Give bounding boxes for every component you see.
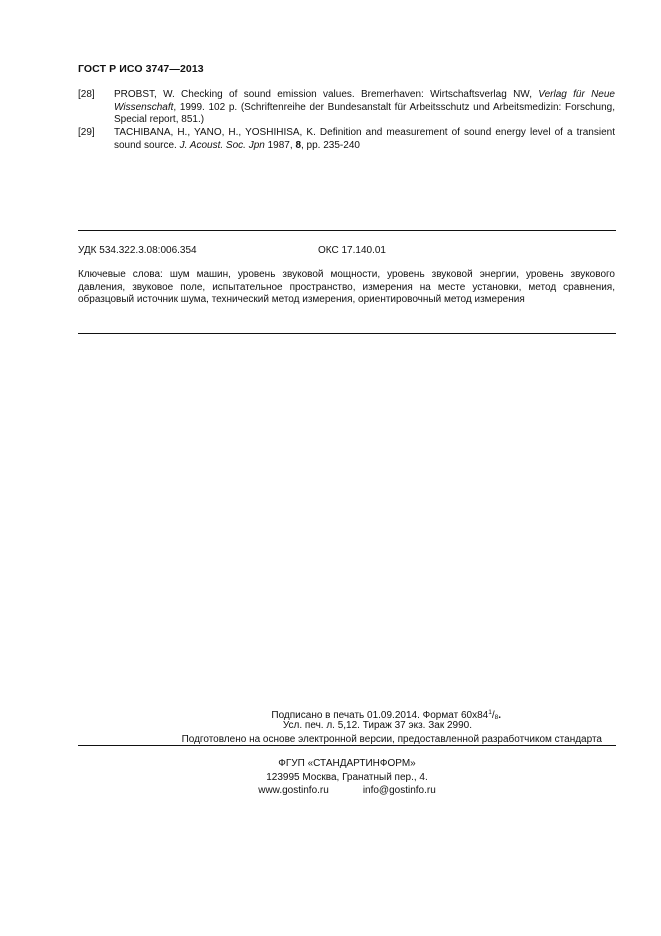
oks-code: ОКС 17.140.01 xyxy=(318,245,386,256)
publisher-email: info@gostinfo.ru xyxy=(362,785,436,796)
reference-entry xyxy=(78,127,615,152)
reference-number: [28] xyxy=(78,89,95,100)
document-header: ГОСТ Р ИСО 3747—2013 xyxy=(78,63,204,75)
keywords xyxy=(78,269,615,307)
imprint-print: Усл. печ. л. 5,12. Тираж 37 экз. Зак 2990. xyxy=(282,720,472,731)
imprint-prepared: Подготовлено на основе электронной версии, предоставленной разработчиком стандарта xyxy=(181,734,602,745)
publisher-contacts xyxy=(78,784,616,798)
divider-bottom xyxy=(78,745,616,746)
udk-code: УДК 534.322.3.08:006.354 xyxy=(78,245,197,256)
reference-text: PROBST, W. Checking of sound emission values. Bremerhaven: Wirtschaftsverlag NW, Verlag für Neue Wissenschaft, 1999. 102 p. (Schriftenreihe der Bundesanstalt für Arbeitsschutz und Arbeitsmedizin: Forschung, Special report, 851.) xyxy=(114,89,615,125)
keywords-text: шум машин, уровень звуковой мощности, уровень звуковой энергии, уровень звукового давления, звуковое поле, испытательное пространство, измерения на месте установки, метод сравнения, образцовый источник шума, технический метод измерения, ориентировочный метод измерения xyxy=(78,269,615,305)
publisher-website: www.gostinfo.ru xyxy=(258,785,329,796)
divider-top xyxy=(78,230,616,231)
keywords-label: Ключевые слова: xyxy=(78,269,163,280)
publisher-address: 123995 Москва, Гранатный пер., 4. xyxy=(266,772,428,783)
reference-number: [29] xyxy=(78,127,95,138)
publisher-name: ФГУП «СТАНДАРТИНФОРМ» xyxy=(278,758,416,769)
divider-middle xyxy=(78,333,616,334)
imprint-signed: Подписано в печать 01.09.2014. Формат $60х84^1/_8$. xyxy=(271,709,501,721)
reference-entry xyxy=(78,89,615,127)
reference-text: TACHIBANA, H., YANO, H., YOSHIHISA, K. Definition and measurement of sound energy level of a transient sound source. J. Acoust. Soc. Jpn 1987, 8, pp. 235-240 xyxy=(114,127,615,151)
